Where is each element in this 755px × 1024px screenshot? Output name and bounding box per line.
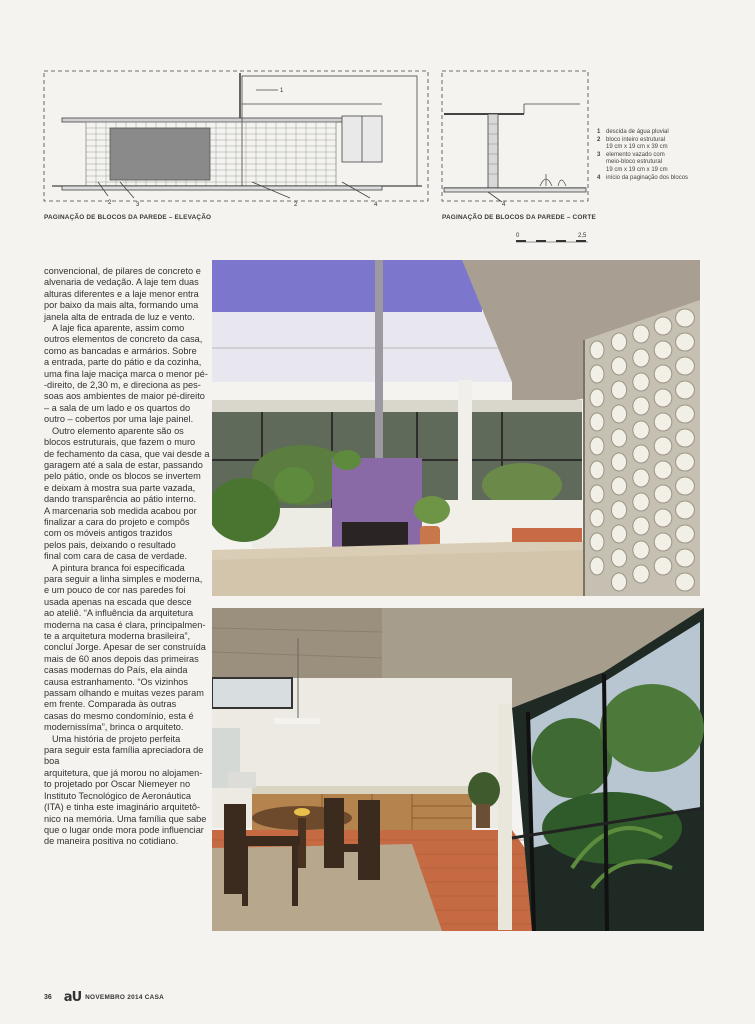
- svg-text:3: 3: [136, 202, 140, 208]
- article-line: como as bancadas e armários. Sobre: [44, 345, 197, 356]
- article-line: casas modernas do País, ela ainda: [44, 665, 188, 676]
- article-line: concluí Jorge. Apesar de ser construída: [44, 642, 206, 653]
- article-column: [44, 266, 214, 848]
- article-line: modernissíma”, brinca o arquiteto.: [44, 722, 184, 733]
- article-line: A pintura branca foi especificada: [52, 562, 185, 573]
- scale-start-label: 0: [516, 233, 520, 239]
- article-line: em frente. Comparada às outras: [44, 699, 177, 710]
- legend-text: descida de água pluvial: [606, 129, 669, 135]
- article-line: outros elementos de concreto da casa,: [44, 334, 203, 345]
- legend-text: início da paginação dos blocos: [606, 174, 689, 181]
- article-line: pelos pais, deixando o resultado: [44, 539, 176, 550]
- article-line: garagem até a sala de estar, passando: [44, 459, 203, 470]
- legend-number: 3: [597, 151, 601, 158]
- elevation-caption: PAGINAÇÃO DE BLOCOS DA PAREDE – ELEVAÇÃO: [44, 214, 212, 221]
- page-footer: [44, 990, 164, 1004]
- article-line: finalizar a cara do projeto e compôs: [44, 516, 190, 527]
- article-line: final com cara de casa de verdade.: [44, 551, 187, 562]
- svg-text:4: 4: [502, 202, 506, 208]
- article-line: uma fina laje maciça marca o menor pé-: [44, 368, 208, 379]
- legend-item: [597, 175, 722, 183]
- article-line: para seguir a linha simples e moderna,: [44, 573, 203, 584]
- article-line: por baixo da mais alta, formando uma: [44, 300, 199, 311]
- article-line: que o lugar onde mora pode influenciar: [44, 824, 204, 835]
- article-line: to projetado por Oscar Niemeyer no: [44, 779, 191, 790]
- article-line: usada apenas na escada que desce: [44, 596, 192, 607]
- article-line: com os móveis antigos trazidos: [44, 528, 173, 539]
- article-line: te a arquitetura moderna brasileira”,: [44, 631, 191, 641]
- article-line: outro – cobertos por uma laje painel.: [44, 414, 194, 425]
- article-line: e deixam à mostra sua parte vazada,: [44, 482, 196, 493]
- scale-end-label: 2,5: [578, 233, 587, 239]
- svg-text:4: 4: [374, 202, 378, 208]
- legend-item: [597, 152, 722, 175]
- article-line: pelo pátio, onde os blocos se invertem: [44, 471, 201, 482]
- article-line: Instituto Tecnológico de Aeronáutica: [44, 790, 191, 801]
- article-line: convencional, de pilares de concreto e: [44, 266, 201, 276]
- legend-number: 2: [597, 136, 601, 143]
- article-line: ao ateliê. “A influência da arquitetura: [44, 608, 194, 619]
- article-line: moderna na casa é clara, principalmen-: [44, 619, 206, 630]
- legend-number: 4: [597, 174, 601, 181]
- legend-text: bloco inteiro estrutural 19 cm x 19 cm x 39 cm: [606, 136, 668, 151]
- article-line: (ITA) e tinha este imaginário arquitetô-: [44, 802, 201, 813]
- article-line: A laje fica aparente, assim como: [52, 323, 185, 334]
- scale-bar: [516, 230, 596, 244]
- svg-text:2: 2: [108, 200, 112, 206]
- article-line: -direito, de 2,30 m, e direciona as pes-: [44, 380, 201, 391]
- article-line: dando transparência ao pátio interno.: [44, 494, 197, 505]
- article-line: de maneira positiva no cotidiano.: [44, 836, 179, 847]
- article-line: mais de 60 anos depois das primeiras: [44, 653, 199, 664]
- article-line: casas do mesmo condomínio, esta é: [44, 710, 194, 721]
- article-line: arquitetura, que já morou no alojamen-: [44, 767, 203, 778]
- drawing-legend: [597, 129, 722, 182]
- article-line: – a sala de um lado e os quartos do: [44, 402, 191, 413]
- page-number: 36: [44, 993, 52, 1001]
- legend-text: elemento vazado com meio-bloco estrutural 19 cm x 19 cm x 19 cm: [606, 151, 668, 173]
- magazine-logo: aU: [63, 989, 82, 1005]
- article-line: soas aos ambientes de maior pé-direito: [44, 391, 205, 402]
- article-line: Uma história de projeto perfeita: [52, 733, 181, 744]
- dining-room-photo: [212, 608, 704, 931]
- article-line: janela alta de entrada de luz e vento.: [44, 311, 195, 322]
- svg-text:2: 2: [294, 202, 298, 208]
- article-line: e um pouco de cor nas paredes foi: [44, 585, 186, 596]
- section-caption: PAGINAÇÃO DE BLOCOS DA PAREDE – CORTE: [442, 214, 596, 221]
- article-line: nico na memória. Uma família que sabe: [44, 813, 207, 824]
- article-line: para seguir esta família apreciadora de boa: [44, 745, 204, 767]
- article-line: causa estranhamento. “Os vizinhos: [44, 676, 189, 687]
- legend-item: [597, 137, 722, 152]
- legend-item: [597, 129, 722, 137]
- callout-1-elevation: 1: [280, 88, 284, 94]
- section-drawing: [440, 68, 590, 208]
- patio-photo: [212, 260, 700, 596]
- article-line: Outro elemento aparente são os: [52, 425, 184, 436]
- issue-label: NOVEMBRO 2014 CASA: [85, 993, 165, 1001]
- article-line: passam olhando e muitas vezes param: [44, 688, 204, 699]
- article-line: alvenaria de vedação. A laje tem duas: [44, 277, 199, 288]
- article-line: a entrada, parte do pátio e da cozinha,: [44, 357, 202, 368]
- article-line: blocos estruturais, que fazem o muro: [44, 437, 196, 448]
- legend-number: 1: [597, 129, 601, 135]
- article-line: A marcenaria sob medida acabou por: [44, 505, 197, 516]
- article-line: alturas diferentes e a laje menor entra: [44, 288, 199, 299]
- article-line: de fechamento da casa, que vai desde a: [44, 448, 210, 459]
- elevation-drawing: [42, 68, 430, 218]
